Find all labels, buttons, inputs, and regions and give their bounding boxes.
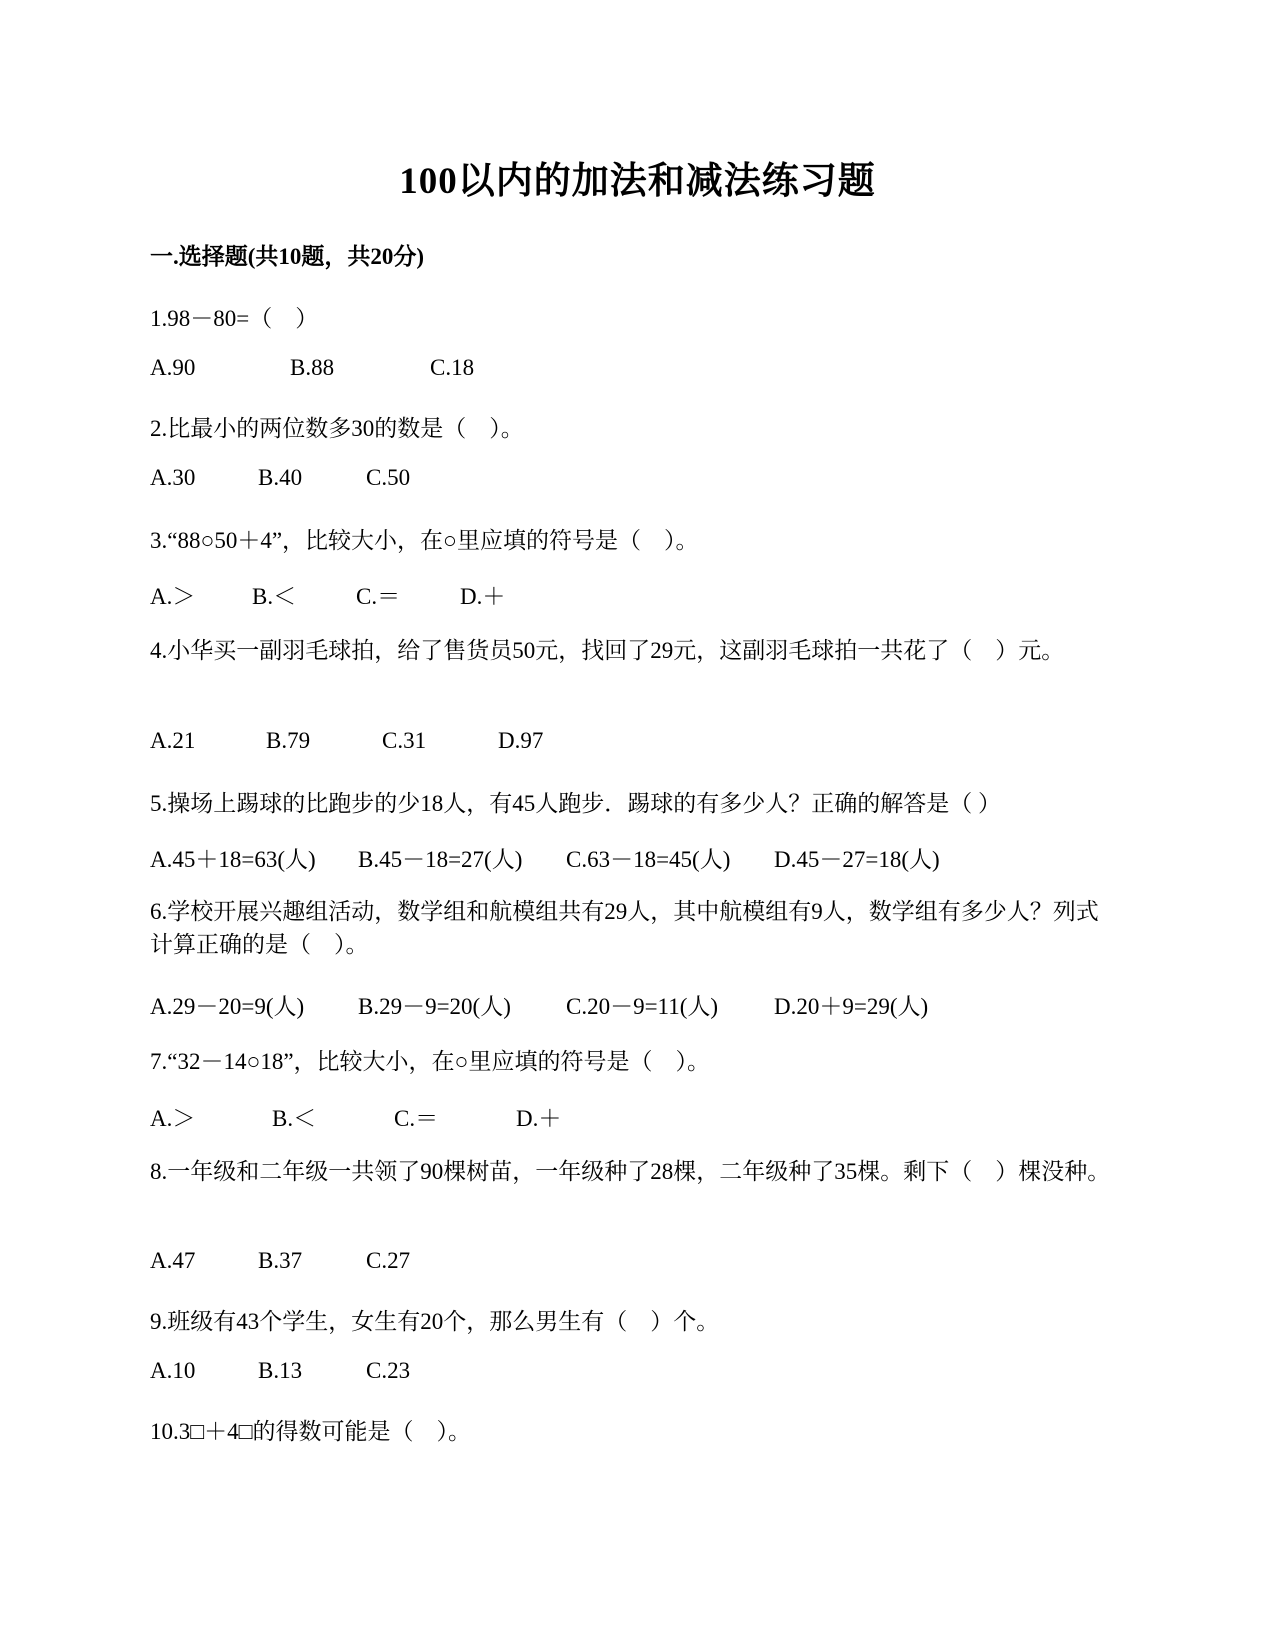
q2-option-c: C.50	[366, 465, 411, 490]
q7-option-b: B.＜	[272, 1106, 317, 1131]
q5-option-a: A.45＋18=63(人)	[150, 847, 316, 872]
q3-option-b: B.＜	[252, 584, 297, 609]
q9-option-c: C.23	[366, 1358, 411, 1383]
q1-option-a: A.90	[150, 355, 196, 380]
q2-option-b: B.40	[258, 465, 303, 490]
q8-option-b: B.37	[258, 1248, 303, 1273]
q6-option-b: B.29－9=20(人)	[358, 994, 511, 1019]
q2-option-a: A.30	[150, 465, 196, 490]
q8-option-c: C.27	[366, 1248, 411, 1273]
q6-option-c: C.20－9=11(人)	[566, 994, 719, 1019]
q9-option-a: A.10	[150, 1358, 196, 1383]
question-10: 10.3□＋4□的得数可能是（ ）。	[150, 1419, 472, 1444]
question-4: 4.小华买一副羽毛球拍，给了售货员50元，找回了29元，这副羽毛球拍一共花了（ ）元。	[150, 638, 1065, 663]
q7-option-d: D.＋	[516, 1106, 562, 1131]
question-2: 2.比最小的两位数多30的数是（ ）。	[150, 416, 524, 441]
q1-option-c: C.18	[430, 355, 475, 380]
q3-option-d: D.＋	[460, 584, 506, 609]
section-heading: 一.选择题(共10题，共20分)	[150, 244, 425, 269]
question-7: 7.“32－14○18”，比较大小，在○里应填的符号是（ ）。	[150, 1049, 710, 1074]
q4-option-d: D.97	[498, 728, 544, 753]
q9-option-b: B.13	[258, 1358, 303, 1383]
question-5: 5.操场上踢球的比跑步的少18人，有45人跑步．踢球的有多少人？正确的解答是（ ）	[150, 791, 1001, 816]
q4-option-b: B.79	[266, 728, 311, 753]
q7-option-a: A.＞	[150, 1106, 196, 1131]
q8-option-a: A.47	[150, 1248, 196, 1273]
question-3: 3.“88○50＋4”，比较大小，在○里应填的符号是（ ）。	[150, 528, 699, 553]
q5-option-b: B.45－18=27(人)	[358, 847, 523, 872]
q3-option-a: A.＞	[150, 584, 196, 609]
question-9: 9.班级有43个学生，女生有20个，那么男生有（ ）个。	[150, 1309, 720, 1334]
q1-option-b: B.88	[290, 355, 335, 380]
q6-option-d: D.20＋9=29(人)	[774, 994, 929, 1019]
question-6: 6.学校开展兴趣组活动，数学组和航模组共有29人，其中航模组有9人，数学组有多少人？列式计算正确的是（ ）。	[150, 899, 1099, 957]
q4-option-a: A.21	[150, 728, 196, 753]
q3-option-c: C.＝	[356, 584, 401, 609]
page-title: 100以内的加法和减法练习题	[399, 161, 876, 202]
question-8: 8.一年级和二年级一共领了90棵树苗，一年级种了28棵，二年级种了35棵。剩下（ ）棵没种。	[150, 1159, 1111, 1184]
q7-option-c: C.＝	[394, 1106, 439, 1131]
q5-option-d: D.45－27=18(人)	[774, 847, 940, 872]
q6-option-a: A.29－20=9(人)	[150, 994, 305, 1019]
q5-option-c: C.63－18=45(人)	[566, 847, 731, 872]
q4-option-c: C.31	[382, 728, 427, 753]
question-1: 1.98－80=（ ）	[150, 306, 319, 331]
